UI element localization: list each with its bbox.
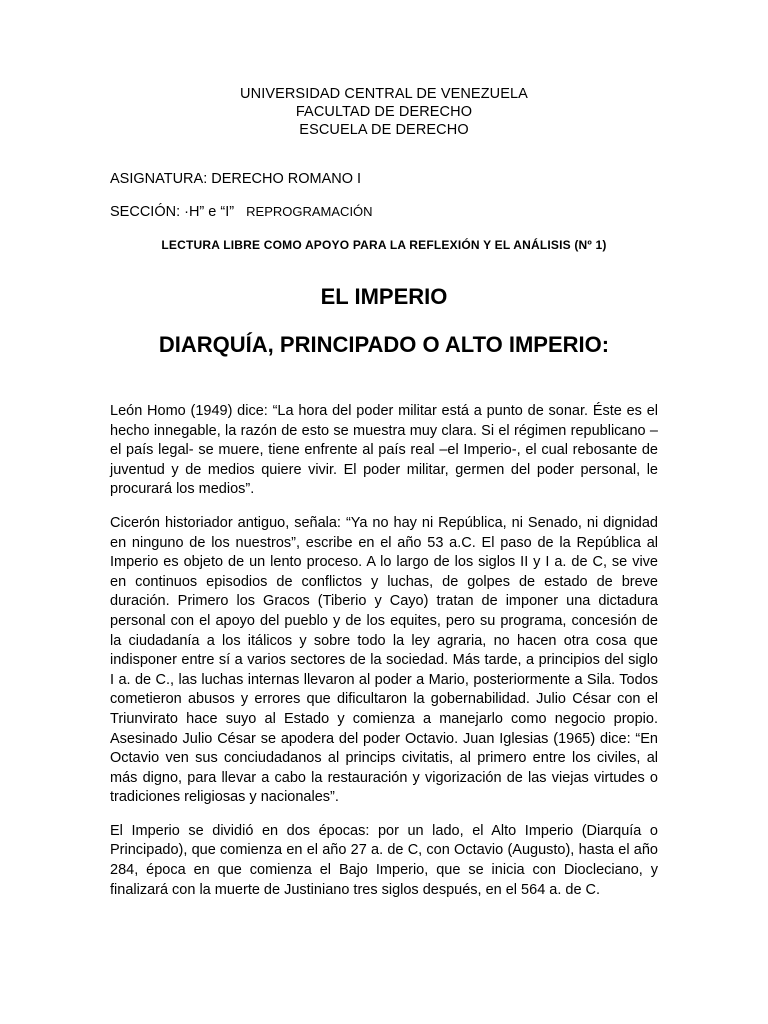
faculty-name: FACULTAD DE DERECHO xyxy=(295,104,473,120)
body-text xyxy=(110,402,658,914)
paragraph: El Imperio se dividió en dos épocas: por un lado, el Alto Imperio (Diarquía o Principado), que comienza en el año 27 a. de C, con Octavio (Augusto), hasta el año 284, época en que comienza el Bajo Imperio, que se inicia con Diocleciano, y finalizará con la muerte de Justiniano tres siglos después, en el 564 a. de C. xyxy=(110,822,658,898)
document-subtitle: DIARQUÍA, PRINCIPADO O ALTO IMPERIO: xyxy=(158,332,610,357)
paragraph: Cicerón historiador antiguo, señala: “Ya no hay ni República, ni Senado, ni dignidad en ninguno de los nuestros”, escribe en el año 53 a.C. El paso de la República al Imperio es objeto de un lento proceso. A lo largo de los siglos II y I a. de C, se vive en continuos episodios de conflictos y luchas, de golpes de estado de breve duración. Primero los Gracos (Tiberio y Cayo) tratan de imponer una dictadura personal con el apoyo del pueblo y de los equites, pero su programa, concesión de la ciudadanía a los itálicos y sobre todo la ley agraria, no hacen otra cosa que indisponer entre sí a varios sectores de la sociedad. Más tarde, a principios del siglo I a. de C., las luchas internas llevaron al poder a Mario, posteriormente a Sila. Todos cometieron abusos y errores que dificultaron la gobernabilidad. Julio César con el Triunvirato hace suyo al Estado y comienza a manejarlo como negocio propio. Asesinado Julio César se apodera del poder Octavio. Juan Iglesias (1965) dice: “En Octavio ven sus conciudadanos al princips civitatis, al primero entre los civiles, al más digno, para llevar a cabo la restauración y vigorización de las viejas virtudes o tradiciones religiosas y nacionales”. xyxy=(110,514,658,806)
section-note: REPROGRAMACIÓN xyxy=(246,204,373,219)
section-line xyxy=(110,203,373,221)
subject-line: ASIGNATURA: DERECHO ROMANO I xyxy=(110,171,362,187)
institution-header xyxy=(0,85,768,139)
paragraph: León Homo (1949) dice: “La hora del poder militar está a punto de sonar. Éste es el hecho innegable, la razón de esto se muestra muy clara. Si el régimen republicano –el país legal- se muere, tiene enfrente al país real –el Imperio-, el cual rebosante de juventud y de medios quiere vivir. El poder militar, germen del poder personal, le procurará los medios”. xyxy=(110,403,658,498)
section-label: SECCIÓN: ·H” e “I” xyxy=(110,204,235,220)
document-title: EL IMPERIO xyxy=(320,284,448,309)
university-name: UNIVERSIDAD CENTRAL DE VENEZUELA xyxy=(240,86,528,102)
school-name: ESCUELA DE DERECHO xyxy=(299,122,469,138)
reading-note: LECTURA LIBRE COMO APOYO PARA LA REFLEXIÓN Y EL ANÁLISIS (Nº 1) xyxy=(161,238,607,252)
